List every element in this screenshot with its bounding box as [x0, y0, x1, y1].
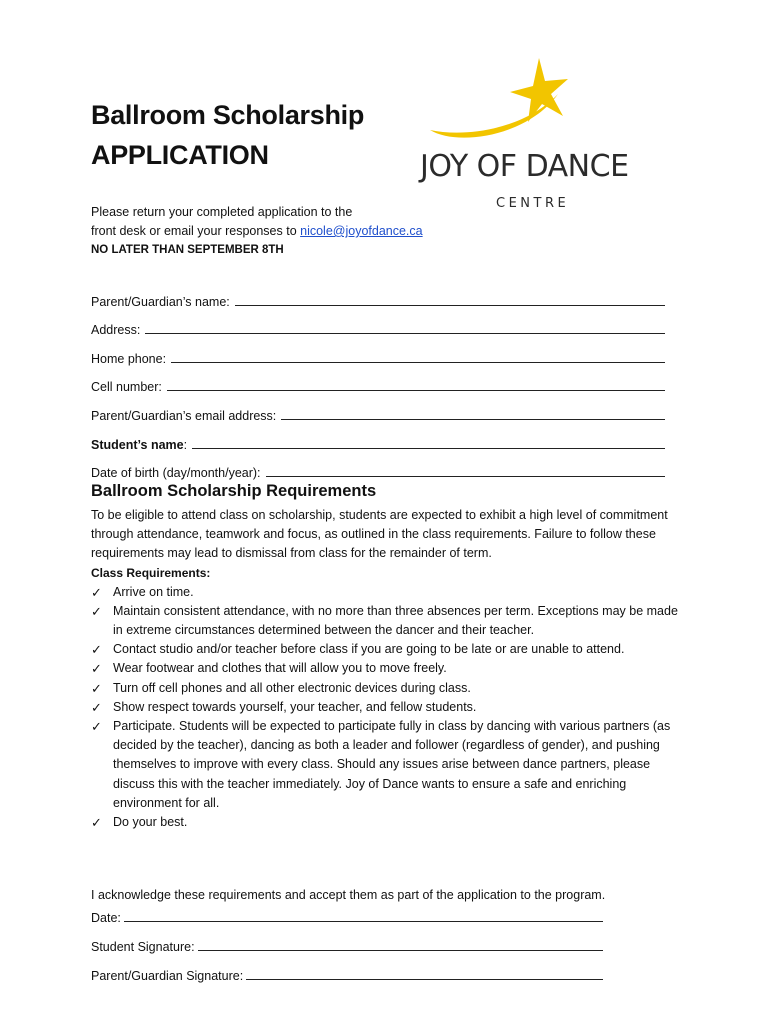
checkmark-icon: ✓ — [91, 815, 102, 831]
requirement-text: Wear footwear and clothes that will allow you to move freely. — [113, 661, 447, 676]
parent-signature-field — [91, 954, 603, 983]
checkmark-icon: ✓ — [91, 680, 102, 696]
date-of-birth-input-line[interactable] — [266, 462, 665, 477]
requirement-text: Contact studio and/or teacher before class if you are going to be late or are unable to attend. — [113, 642, 625, 657]
list-item — [91, 813, 681, 832]
deadline-notice: NO LATER THAN SEPTEMBER 8TH — [91, 244, 284, 256]
address-field — [91, 309, 665, 338]
student-name-label-bold: Student’s name — [91, 437, 184, 452]
requirement-text: Maintain consistent attendance, with no more than three absences per term. Exceptions may be made in extreme circumstances determined between the dancer and their teacher. — [113, 603, 678, 638]
intro-line-2 — [91, 222, 511, 241]
field-label: Parent/Guardian’s email address: — [91, 408, 277, 423]
date-of-birth-field — [91, 452, 665, 481]
list-item — [91, 698, 681, 717]
list-item — [91, 640, 681, 659]
title-block — [91, 96, 411, 174]
parent-email-input-line[interactable] — [281, 405, 665, 420]
field-label: Parent/Guardian Signature: — [91, 969, 244, 983]
field-label: Student Signature: — [91, 940, 195, 954]
class-requirements-list — [91, 583, 681, 833]
field-label: Date: — [91, 911, 121, 925]
field-label: Parent/Guardian’s name: — [91, 294, 230, 309]
logo-name: JOY OF DANCE — [420, 149, 629, 184]
checkmark-icon: ✓ — [91, 603, 102, 619]
signature-fields — [91, 906, 603, 983]
requirements-section — [91, 480, 681, 832]
parent-email-field — [91, 394, 665, 423]
parent-name-input-line[interactable] — [235, 291, 665, 306]
home-phone-input-line[interactable] — [171, 348, 665, 363]
requirements-title: Ballroom Scholarship Requirements — [91, 482, 377, 500]
home-phone-field — [91, 337, 665, 366]
requirement-text: Do your best. — [113, 815, 188, 830]
date-field — [91, 906, 603, 925]
field-label: Date of birth (day/month/year): — [91, 466, 261, 481]
list-item — [91, 602, 681, 640]
star-swoosh-logo-icon — [398, 54, 680, 154]
intro-line-1: Please return your completed application to the — [91, 205, 353, 219]
list-item — [91, 583, 681, 602]
student-signature-input-line[interactable] — [198, 936, 603, 951]
requirement-text: Participate. Students will be expected to participate fully in class by dancing with various partners (as decided by the teacher), dancing as both a leader and follower (regardless of gender), and pushing themselves to improve with every class. Should any issues arise between dance partners, please discuss this with the teacher immediately. Joy of Dance wants to ensure a safe and enriching environment for all. — [113, 719, 671, 810]
list-item — [91, 659, 681, 678]
requirement-text: Turn off cell phones and all other electronic devices during class. — [113, 680, 471, 695]
parent-name-field — [91, 280, 665, 309]
date-input-line[interactable] — [124, 907, 603, 922]
list-item — [91, 717, 681, 813]
list-item — [91, 679, 681, 698]
email-link[interactable]: nicole@joyofdance.ca — [300, 224, 423, 238]
address-input-line[interactable] — [145, 319, 665, 334]
acknowledgement-text: I acknowledge these requirements and accept them as part of the application to the program. — [91, 888, 606, 902]
student-signature-field — [91, 925, 603, 954]
parent-signature-input-line[interactable] — [246, 965, 603, 980]
field-label: Cell number: — [91, 380, 162, 395]
applicant-fields — [91, 280, 665, 480]
checkmark-icon: ✓ — [91, 661, 102, 677]
cell-number-input-line[interactable] — [167, 376, 665, 391]
field-label — [91, 438, 192, 452]
requirement-text: Arrive on time. — [113, 584, 194, 599]
intro-line-2-text: front desk or email your responses to — [91, 224, 301, 238]
student-name-input-line[interactable] — [192, 434, 665, 449]
checkmark-icon: ✓ — [91, 719, 102, 735]
field-label: Home phone: — [91, 351, 167, 366]
class-requirements-heading: Class Requirements: — [91, 565, 211, 580]
field-label: Address: — [91, 323, 141, 338]
requirements-body: To be eligible to attend class on scholarship, students are expected to exhibit a high level of commitment through attendance, teamwork and focus, as outlined in the class requirements. Failure to follow these requirements may lead to dismissal from class for the remainder of term. — [91, 508, 668, 561]
checkmark-icon: ✓ — [91, 642, 102, 658]
student-name-label-colon: : — [183, 437, 188, 452]
intro-instructions — [91, 203, 511, 260]
joy-of-dance-logo — [398, 54, 680, 220]
student-name-field — [91, 423, 665, 452]
checkmark-icon: ✓ — [91, 699, 102, 715]
cell-number-field — [91, 366, 665, 395]
checkmark-icon: ✓ — [91, 584, 102, 600]
title-ballroom-scholarship: Ballroom Scholarship — [91, 100, 365, 130]
logo-sub: CENTRE — [496, 196, 570, 211]
requirement-text: Show respect towards yourself, your teacher, and fellow students. — [113, 699, 477, 714]
title-application: APPLICATION — [91, 140, 269, 170]
